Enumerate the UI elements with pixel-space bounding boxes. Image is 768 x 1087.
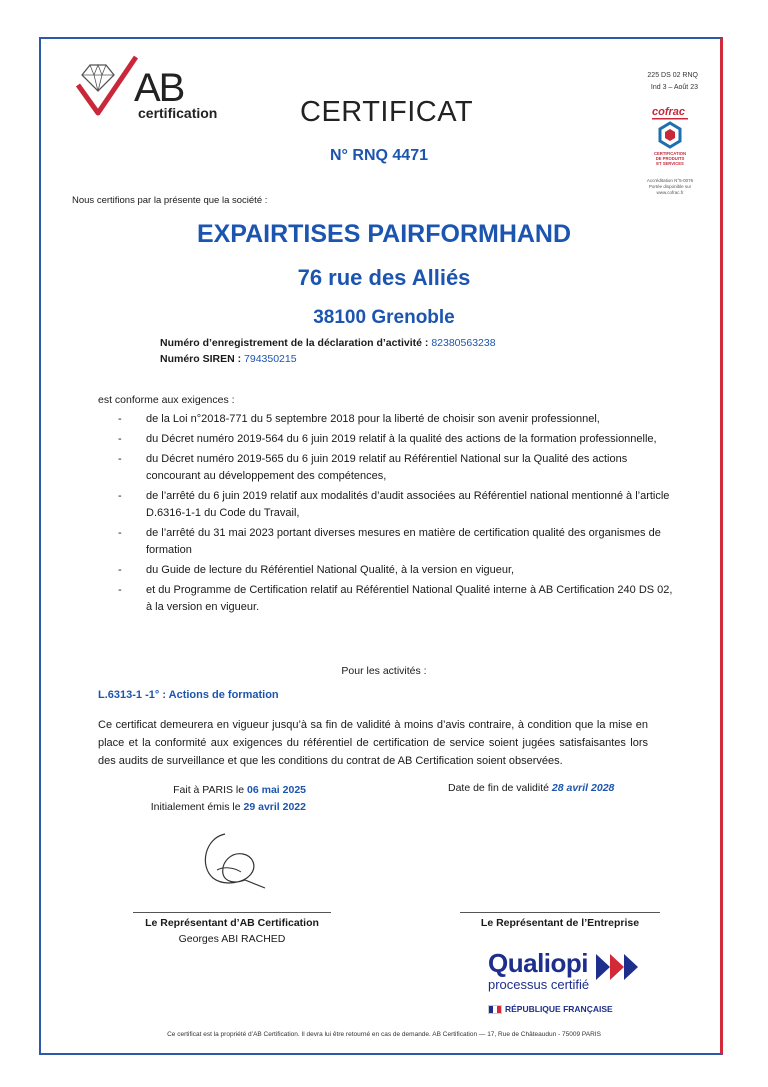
declaration-label: Numéro d’enregistrement de la déclaration d’activité : <box>160 337 429 349</box>
ab-signature-line <box>133 912 331 913</box>
issue-dates <box>140 782 306 816</box>
svg-text:ET SERVICES: ET SERVICES <box>656 161 684 166</box>
french-flag-icon <box>488 1005 502 1014</box>
document-reference <box>647 70 698 94</box>
ab-representative-name: Georges ABI RACHED <box>178 933 286 945</box>
made-label: Fait à PARIS le <box>173 784 245 796</box>
certificate-number: N° RNQ 4471 <box>330 147 428 164</box>
end-date-line <box>448 782 614 794</box>
ab-certification-logo <box>76 55 236 125</box>
requirement-item: - et du Programme de Certification relatif au Référentiel National Qualité interne à AB Certification 240 DS 02, à la version en vigueur. <box>118 582 678 616</box>
declaration-number-line <box>160 337 496 349</box>
certificate-title: CERTIFICAT <box>300 96 474 128</box>
svg-text:DE PRODUITS: DE PRODUITS <box>655 156 685 161</box>
signature-image <box>195 826 275 896</box>
qualiopi-logo <box>488 948 658 1014</box>
requirements-list <box>118 411 678 619</box>
ab-representative-title: Le Représentant d’AB Certification <box>145 917 319 929</box>
siren-value: 794350215 <box>244 353 297 365</box>
activities-label: Pour les activités : <box>341 665 427 677</box>
company-signature-line <box>460 912 660 913</box>
initial-date-line <box>140 799 306 816</box>
company-name: EXPAIRTISES PAIRFORMHAND <box>196 220 572 248</box>
siren-label: Numéro SIREN : <box>160 353 242 365</box>
made-date: 06 mai 2025 <box>247 784 306 796</box>
cofrac-accreditation: Accréditation N°5-0076 Portée disponible sur www.cofrac.fr <box>646 178 694 195</box>
end-date: 28 avril 2028 <box>551 782 615 794</box>
cofrac-logo <box>650 105 690 175</box>
company-street: 76 rue des Alliés <box>297 265 471 290</box>
company-representative <box>460 915 660 931</box>
footer-note: Ce certificat est la propriété d’AB Certification. Il devra lui être retourné en cas de demande. AB Certification — 17, Rue de Châteaudun - 75009 PARIS <box>167 1031 601 1038</box>
company-city: 38100 Grenoble <box>313 307 455 328</box>
siren-line <box>160 353 297 365</box>
validity-paragraph: Ce certificat demeurera en vigueur jusqu’à sa fin de validité à moins d’avis contraire, à condition que la mise en place et la conformité aux exigences du référentiel de certification de service soient jugées satisfaisantes lors des audits de surveillance et que les conditions du contrat de AB Certification soient observées. <box>98 719 648 767</box>
requirement-item: - de l’arrêté du 6 juin 2019 relatif aux modalités d’audit associées au Référentiel national mentionné à l’article D.6316-1-1 du Code du Travail, <box>118 488 678 522</box>
requirement-item: - du Décret numéro 2019-565 du 6 juin 2019 relatif au Référentiel National sur la Qualité des actions concourant au développement des compétences, <box>118 451 678 485</box>
republique-francaise: RÉPUBLIQUE FRANÇAISE <box>488 1004 658 1014</box>
qualiopi-subtitle: processus certifié <box>488 977 590 992</box>
initial-date: 29 avril 2022 <box>243 801 306 813</box>
declaration-value: 82380563238 <box>431 337 496 349</box>
requirement-item: - du Décret numéro 2019-564 du 6 juin 2019 relatif à la qualité des actions de la formation professionnelle, <box>118 431 678 448</box>
initial-label: Initialement émis le <box>150 801 241 813</box>
reference-index: Ind 3 – Août 23 <box>650 84 698 91</box>
reference-code: 225 DS 02 RNQ <box>647 72 698 79</box>
conformity-intro: est conforme aux exigences : <box>98 394 235 406</box>
intro-text: Nous certifions par la présente que la société : <box>72 195 268 206</box>
company-representative-title: Le Représentant de l’Entreprise <box>480 917 640 929</box>
svg-text:CERTIFICATION: CERTIFICATION <box>653 151 687 156</box>
requirement-item: - du Guide de lecture du Référentiel National Qualité, à la version en vigueur, <box>118 562 678 579</box>
requirement-item: - de la Loi n°2018-771 du 5 septembre 2018 pour la liberté de choisir son avenir professionnel, <box>118 411 678 428</box>
activity-item: L.6313-1 -1° : Actions de formation <box>98 689 279 701</box>
end-date-label: Date de fin de validité <box>448 782 549 794</box>
svg-text:certification: certification <box>138 105 218 121</box>
svg-text:cofrac: cofrac <box>652 106 686 118</box>
qualiopi-arrows-icon <box>596 952 648 982</box>
svg-text:AB: AB <box>134 66 184 110</box>
diamond-icon <box>82 65 114 91</box>
ab-representative <box>133 915 331 947</box>
made-date-line <box>140 782 306 799</box>
qualiopi-name: Qualiopi <box>488 948 588 978</box>
requirement-item: - de l’arrêté du 31 mai 2023 portant diverses mesures en matière de certification qualité des organismes de formation <box>118 525 678 559</box>
